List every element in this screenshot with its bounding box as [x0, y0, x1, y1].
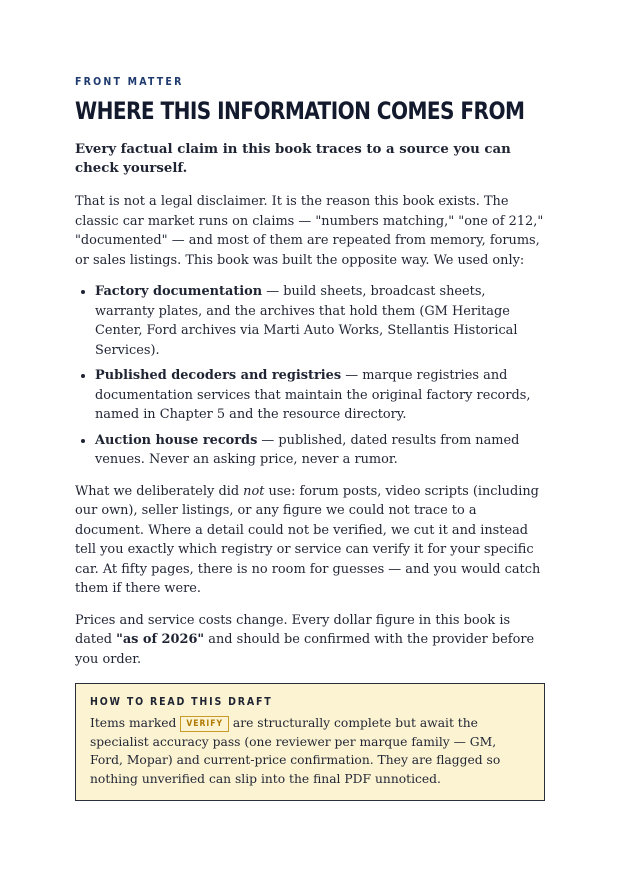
- prices-paragraph: [75, 611, 545, 670]
- emphasis: not: [243, 483, 265, 499]
- note-text: [90, 714, 530, 788]
- section-kicker: FRONT MATTER: [75, 76, 184, 88]
- source-text: — published, dated results from named venues. Never an asking price, never a rumor.: [95, 432, 520, 467]
- list-item: [95, 366, 545, 425]
- source-label: Factory documentation: [95, 284, 263, 299]
- exclusion-text: use: forum posts, video scripts (including our own), seller listings, or any figure we could not trace to a document. Where a detail could not be verified, we cut it and instead tell you exactly which registry or service can verify it for your specific car. At fifty pages, there is no room for guesses — and you would catch them if there were.: [75, 483, 541, 596]
- note-text-part: Items marked: [90, 716, 181, 730]
- date-emphasis: "as of 2026": [116, 632, 205, 647]
- lede: Every factual claim in this book traces to a source you can check yourself.: [75, 142, 511, 176]
- exclusion-text: What we deliberately did: [75, 483, 244, 499]
- source-text: — build sheets, broadcast sheets, warranty plates, and the archives that hold them (GM Heritage Center, Ford archives via Marti Auto Works, Stellantis Historical Services).: [95, 284, 518, 358]
- list-item: [95, 282, 545, 360]
- note-text-part: are structurally complete but await the specialist accuracy pass (one reviewer per marque family — GM, Ford, Mopar) and current-price confirmation. They are flagged so nothing unverified can slip into the final PDF unnoticed.: [90, 716, 501, 786]
- intro-paragraph: That is not a legal disclaimer. It is the reason this book exists. The classic car market runs on claims — "numbers matching," "one of 212," "documented" — and most of them are repeated from memory, forums, or sales listings. This book was built the opposite way. We used only:: [75, 194, 544, 268]
- prices-text: and should be confirmed with the provider before you order.: [75, 632, 535, 667]
- exclusion-paragraph: [75, 482, 545, 599]
- note-title: HOW TO READ THIS DRAFT: [90, 696, 273, 708]
- sources-list: [75, 282, 545, 470]
- page-title: WHERE THIS INFORMATION COMES FROM: [75, 97, 525, 125]
- draft-note-box: [75, 683, 545, 801]
- list-item: [95, 431, 545, 470]
- source-label: Published decoders and registries: [95, 368, 342, 383]
- source-text: — marque registries and documentation services that maintain the original factory records, named in Chapter 5 and the resource directory.: [95, 368, 531, 422]
- verify-tag: VERIFY: [180, 716, 229, 732]
- prices-text: Prices and service costs change. Every dollar figure in this book is dated: [75, 612, 511, 647]
- source-label: Auction house records: [95, 432, 258, 448]
